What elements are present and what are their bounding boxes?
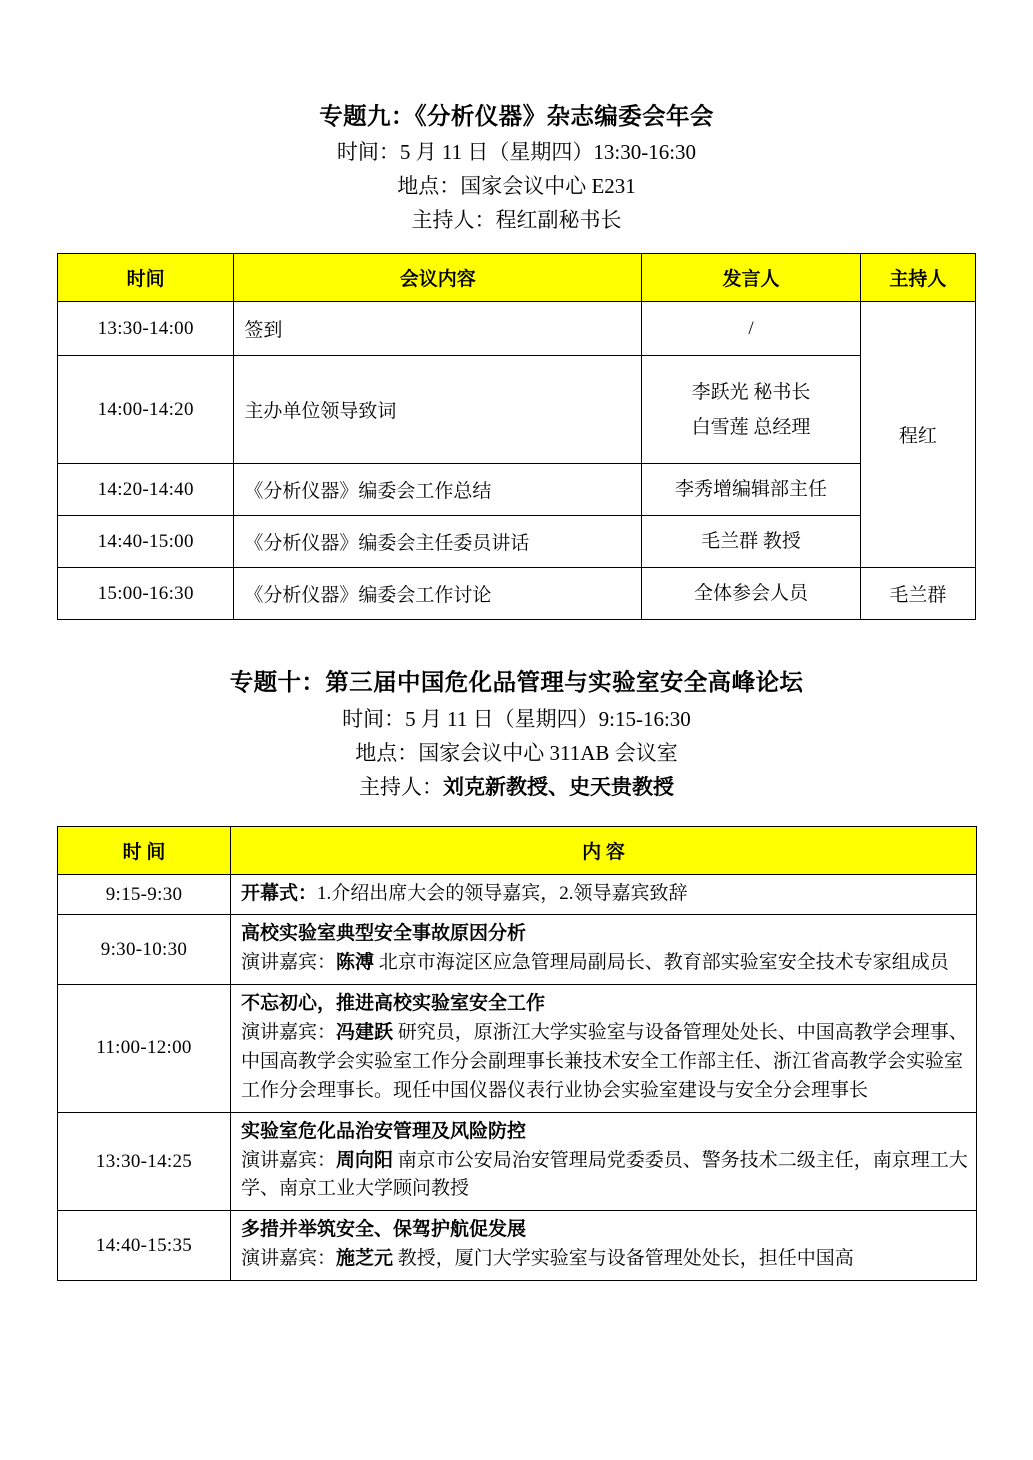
cell-time: 14:20-14:40 [58,464,234,516]
cell-time: 13:30-14:25 [58,1112,231,1211]
guest-name: 冯建跃 [336,1022,394,1044]
session-guest [241,1245,968,1274]
guest-name: 施芝元 [336,1248,394,1270]
section-2-title: 专题十：第三届中国危化品管理与实验室安全高峰论坛 [229,670,804,697]
guest-name: 陈溥 [336,952,375,974]
cell-speaker: 毛兰群 教授 [642,516,860,568]
table-row [58,985,977,1113]
table-2-header-row [58,826,977,874]
session-title: 开幕式： [241,882,318,904]
speaker-line: 白雪莲 总经理 [691,416,811,438]
guest-desc: 北京市海淀区应急管理局副局长、教育部实验室安全技术专家组成员 [374,952,949,974]
table-row [58,516,976,568]
section-1-time: 时间：5 月 11 日（星期四）13:30-16:30 [336,140,697,165]
table-row [58,356,976,464]
table-row [58,915,977,985]
cell-time: 9:15-9:30 [58,874,231,915]
table-1-header-host: 主持人 [860,254,975,302]
guest-label: 演讲嘉宾： [241,1022,337,1044]
section-1-heading [57,100,976,237]
cell-speaker: 李秀增编辑部主任 [642,464,860,516]
guest-label: 演讲嘉宾： [241,1149,337,1171]
section-2-host-label: 主持人： [359,774,443,799]
cell-topic: 《分析仪器》编委会工作讨论 [234,568,642,620]
section-2-time: 时间：5 月 11 日（星期四）9:15-16:30 [342,706,691,731]
cell-speaker [642,356,860,464]
session-guest [241,1019,968,1106]
section-2-heading [57,666,976,803]
table-2-header-time: 时 间 [58,826,231,874]
cell-content [231,915,977,985]
section-2-place: 地点：国家会议中心 311AB 会议室 [355,740,678,765]
guest-label: 演讲嘉宾： [241,1248,337,1270]
session-title: 不忘初心，推进高校实验室安全工作 [241,993,546,1015]
table-row [58,1112,977,1211]
section-2-host [57,770,976,804]
guest-desc: 研究员，原浙江大学实验室与设备管理处处长、中国高教学会理事、中国高教学会实验室工作分会副理事长兼技术安全工作部主任、浙江省高教学会实验室工作分会理事长。现任中国仪器仪表行业协会实验室建设与安全分会理事长 [241,1022,968,1101]
cell-topic: 主办单位领导致词 [234,356,642,464]
session-guest [241,1147,968,1205]
cell-speaker: 全体参会人员 [642,568,860,620]
cell-content [231,985,977,1113]
cell-topic: 《分析仪器》编委会主任委员讲话 [234,516,642,568]
table-row [58,464,976,516]
cell-time: 13:30-14:00 [58,302,234,356]
cell-time: 11:00-12:00 [58,985,231,1113]
section-1-title: 专题九：《分析仪器》杂志编委会年会 [319,104,714,130]
section-1-host: 主持人：程红副秘书长 [411,208,622,233]
cell-host-merged: 程红 [860,302,975,568]
cell-time: 14:40-15:00 [58,516,234,568]
cell-time: 14:40-15:35 [58,1211,231,1281]
spacer-between-sections [57,620,976,666]
section-1-table [57,253,976,620]
cell-content [231,1112,977,1211]
spacer-before-table-2 [57,804,976,826]
session-guest [241,949,968,978]
cell-topic: 《分析仪器》编委会工作总结 [234,464,642,516]
table-2-header-content: 内 容 [231,826,977,874]
table-row [58,568,976,620]
session-detail: 1.介绍出席大会的领导嘉宾，2.领导嘉宾致辞 [317,882,688,904]
session-title: 实验室危化品治安管理及风险防控 [241,1120,527,1142]
cell-content [231,874,977,915]
guest-name: 周向阳 [336,1149,394,1171]
cell-content [231,1211,977,1281]
table-row [58,874,977,915]
table-row [58,1211,977,1281]
section-2-host-names: 刘克新教授、史天贵教授 [443,774,674,799]
guest-desc: 教授，厦门大学实验室与设备管理处处长，担任中国高 [393,1248,854,1270]
session-title: 高校实验室典型安全事故原因分析 [241,923,527,945]
cell-time: 15:00-16:30 [58,568,234,620]
table-row [58,302,976,356]
cell-time: 9:30-10:30 [58,915,231,985]
section-1-place: 地点：国家会议中心 E231 [397,174,636,199]
cell-host: 毛兰群 [860,568,975,620]
spacer-before-table-1 [57,237,976,253]
guest-label: 演讲嘉宾： [241,952,337,974]
guest-desc: 南京市公安局治安管理局党委委员、警务技术二级主任，南京理工大学、南京工业大学顾问教授 [241,1149,968,1200]
cell-speaker: / [642,302,860,356]
table-1-header-row [58,254,976,302]
table-1-header-time: 时间 [58,254,234,302]
section-2-table [57,826,977,1282]
cell-time: 14:00-14:20 [58,356,234,464]
table-1-header-topic: 会议内容 [234,254,642,302]
speaker-line: 李跃光 秘书长 [691,381,811,403]
table-1-header-speaker: 发言人 [642,254,860,302]
cell-topic: 签到 [234,302,642,356]
session-title: 多措并举筑安全、保驾护航促发展 [241,1219,527,1241]
top-spacer [57,0,976,100]
